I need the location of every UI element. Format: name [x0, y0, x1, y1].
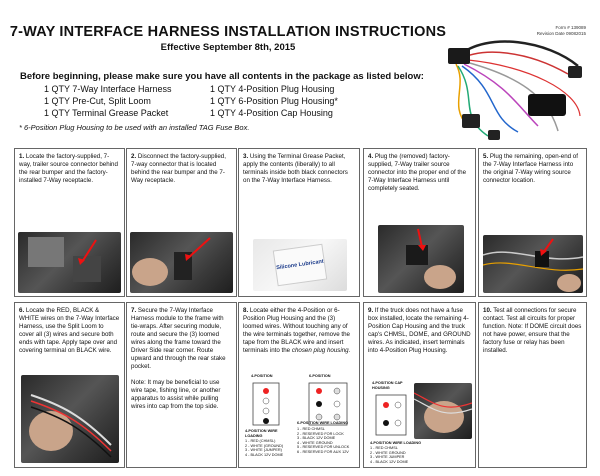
diagram-8-loading-6-title: 6-POSITION WIRE LOADING — [297, 421, 349, 425]
step-5-panel — [478, 148, 587, 297]
parts-list-right — [210, 83, 338, 119]
diagram-9-loading-list: 1 - RED CHMSL 2 - WHITE GROUND 3 - WHITE JUMPER 4 - BLACK 12V DOME — [370, 446, 409, 464]
document-title: 7-WAY INTERFACE HARNESS INSTALLATION INSTRUCTIONS — [9, 24, 447, 40]
form-number-block — [537, 25, 586, 36]
harness-illustration — [428, 36, 588, 142]
document-subtitle: Effective September 8th, 2015 — [160, 42, 296, 53]
step-4-panel — [363, 148, 476, 297]
step-3-text: 3. Using the Terminal Grease Packet, apply the contents (liberally) to all terminals inside both black connectors on the 7-Way Interface Harness. — [243, 153, 348, 184]
part-item: 1 QTY 6-Position Plug Housing* — [210, 96, 338, 106]
step-10-text: 10. Test all connections for secure contact. Test all circuits for proper function. Note: If DOME circuit does not have power, ensure that the factory fuse or relay has been installed. — [483, 307, 582, 354]
step-3-panel — [238, 148, 360, 297]
revision-date: Revision Date 09082015 — [536, 30, 586, 36]
step-5-photo — [483, 235, 583, 293]
cap-housing-diagram — [372, 393, 412, 437]
part-item: 1 QTY 4-Position Plug Housing — [210, 84, 335, 94]
part-item: 1 QTY 7-Way Interface Harness — [44, 84, 172, 94]
part-item: 1 QTY 4-Position Cap Housing — [210, 108, 333, 118]
intro-text: Before beginning, please make sure you have all contents in the package as listed below: — [20, 71, 424, 82]
step-6-panel — [14, 302, 125, 468]
step-1-text: 1. Locate the factory-supplied, 7-way, trailer source connector behind the rear bumper and the factory-installed 7-Way receptacle. — [19, 153, 118, 184]
step-10-panel — [478, 302, 587, 468]
diagram-9-cap-label: 4-POSITION CAP HOUSING — [372, 381, 403, 390]
part-item: 1 QTY Terminal Grease Packet — [44, 108, 169, 118]
step-6-text: 6. Locate the RED, BLACK & WHITE wires on the 7-Way Interface Harness, use the Split Loom to cover all (3) wires and secure both ends with tape. Apply tape over and covering terminal on BLACK wire. — [19, 307, 120, 354]
step-7-panel — [126, 302, 237, 468]
step-7-note: Note: It may be beneficial to use wire tape, fishing line, or another apparatus to assist while pulling wires into cap from the top side. — [131, 379, 221, 410]
step-8-panel — [238, 302, 360, 468]
step-5-text: 5. Plug the remaining, open-end of the 7-Way Interface Harness into the original 7-Way wiring source connector location. — [483, 153, 578, 184]
step-8-text: 8. Locate either the 4-Position or 6-Position Plug Housing and the (3) loomed wires. Without touching any of the wire terminals together, remove the tape from the BLACK wire and insert terminals into the chosen plug housing. — [243, 307, 351, 354]
form-number: Form # 139089 — [555, 25, 586, 30]
diagram-8-label-6: 6-POSITION — [309, 374, 331, 378]
grease-packet-label: Silicone Lubricant — [275, 258, 325, 272]
step-2-panel — [126, 148, 237, 297]
diagram-8-loading-4-list: 1 - RED (CHMSL) 2 - WHITE (GROUND) 3 - WHITE (JUMPER) 4 - BLACK 12V DOME — [245, 439, 284, 457]
step-2-text: 2. Disconnect the factory-supplied, 7-way connector that is located behind the rear bumper and the 7-Way receptacle. — [131, 153, 226, 184]
step-9-text: 9. If the truck does not have a fuse box installed, locate the remaining 4-Position Cap Housing and the truck cap's CHMSL, DOME, and GROUND wires. As indicated, insert terminals into 4-Position Plug Housing. — [368, 307, 471, 354]
step-7-text: 7. Secure the 7-Way Interface Harness module to the frame with tie-wraps. After securing module, route and secure the (3) loomed wires along the frame toward the Driver Side rear corner. Route upward and through the rear stake pocket. Note: It may be beneficial to use wire tape, fishing line, or another apparatus to assist while pulling wires into cap from the top side. — [131, 307, 232, 411]
step-9-photo — [414, 383, 472, 439]
step-4-text: 4. Plug the (removed) factory-supplied, 7-Way trailer source connector into the proper end of the 7-Way Interface Harness until completely seated. — [368, 153, 467, 192]
diagram-8-loading-6-list: 1 - RED CHMSL 2 - RESERVED FOR LOCK 3 - BLACK 12V DOME 4 - WHITE GROUND 5 - RESERVED FOR UNLOCK 6 - RESERVED FOR AUX 12V — [297, 427, 350, 454]
fuse-box-note: * 6-Position Plug Housing to be used with an installed TAG Fuse Box. — [19, 123, 250, 132]
diagram-8-loading-4-title: 4-POSITION WIRE LOADING — [245, 429, 278, 438]
step-6-photo — [21, 375, 119, 463]
diagram-9-loading-title: 4-POSITION WIRE LOADING — [370, 441, 422, 445]
part-item: 1 QTY Pre-Cut, Split Loom — [44, 96, 151, 106]
step-2-photo — [130, 232, 233, 293]
step-3-grease-photo — [253, 239, 347, 291]
step-1-panel — [14, 148, 125, 297]
parts-list-left — [44, 83, 172, 119]
step-9-panel — [363, 302, 476, 468]
step-4-photo — [378, 225, 464, 293]
diagram-8-label-4: 4-POSITION — [251, 374, 273, 378]
step-1-photo — [18, 232, 121, 293]
